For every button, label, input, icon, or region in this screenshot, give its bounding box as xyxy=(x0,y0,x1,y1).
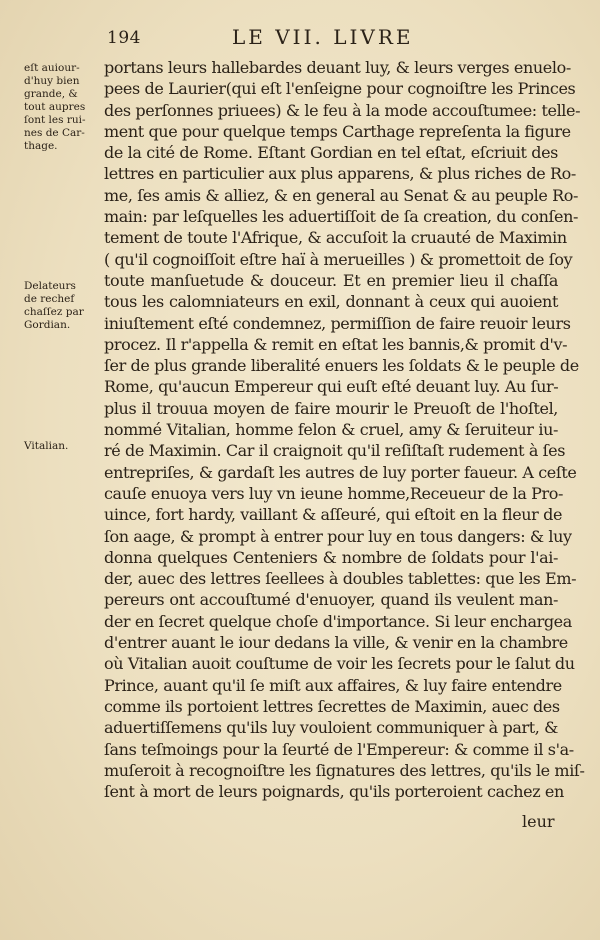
text-line: der en ſecret quelque choſe d'importance. Si leur enchargea xyxy=(104,611,572,631)
text-line: plus il trouua moyen de faire mourir le Preuoſt de l'hoſtel, xyxy=(104,398,558,418)
text-line: pees de Laurier(qui eſt l'enſeigne pour cognoiſtre les Princes xyxy=(104,79,576,99)
text-line: me, ſes amis & alliez, & en general au Senat & au peuple Ro- xyxy=(104,185,578,205)
text-line: pereurs ont accouſtumé d'enuoyer, quand ils veulent man- xyxy=(104,590,558,610)
text-line: nommé Vitalian, homme felon & cruel, amy & ſeruiteur iu- xyxy=(104,420,558,440)
text-line: des perſonnes priuees) & le feu à la mode accouſtumee: telle- xyxy=(104,100,581,120)
text-line: toute manſuetude & douceur. Et en premier lieu il chaſſa xyxy=(104,270,558,290)
text-line: ſent à mort de leurs poignards, qu'ils porteroient cachez en xyxy=(104,782,564,802)
text-line: main: par leſquelles les aduertiſſoit de ſa creation, du conſen- xyxy=(104,207,579,227)
margin-note: Vitalian. xyxy=(24,440,69,452)
text-line: tement de toute l'Afrique, & accuſoit la cruauté de Maximin xyxy=(104,228,567,248)
page-number: 194 xyxy=(107,28,141,48)
text-line: der, auec des lettres ſeellees à doubles tablettes: que les Em- xyxy=(104,569,577,589)
margin-note: Delateurs de rechef chaſſez par Gordian. xyxy=(24,280,84,331)
text-line: donna quelques Centeniers & nombre de ſoldats pour l'ai- xyxy=(104,547,558,567)
text-line: Prince, auant qu'il ſe miſt aux affaires, & luy faire entendre xyxy=(104,675,562,695)
text-line: ré de Maximin. Car il craignoit qu'il reſiſtaſt rudement à ſes xyxy=(104,441,566,461)
text-line: de la cité de Rome. Eſtant Gordian en tel eſtat, eſcriuit des xyxy=(104,143,558,163)
text-line: Rome, qu'aucun Empereur qui euſt eſté deuant luy. Au ſur- xyxy=(104,377,559,397)
text-line: où Vitalian auoit couſtume de voir les ſecrets pour le ſalut du xyxy=(104,654,575,674)
body-text xyxy=(104,57,585,802)
text-line: ſon aage, & prompt à entrer pour luy en tous dangers: & luy xyxy=(104,526,572,546)
text-line: iniuſtement eſté condemnez, permiſſion de faire reuoir leurs xyxy=(104,313,571,333)
text-line: portans leurs hallebardes deuant luy, & leurs verges enuelo- xyxy=(104,58,571,77)
text-line: ſans teſmoings pour la ſeurté de l'Empereur: & comme il s'a- xyxy=(104,739,574,759)
text-line: aduertiſſemens qu'ils luy vouloient communiquer à part, & xyxy=(104,718,558,738)
text-line: cauſe enuoya vers luy vn ieune homme,Receueur de la Pro- xyxy=(104,483,564,503)
text-line: comme ils portoient lettres ſecrettes de Maximin, auec des xyxy=(104,696,560,716)
catchword: leur xyxy=(522,812,555,831)
running-head: LE VII. LIVRE xyxy=(232,25,414,49)
text-line: ment que pour quelque temps Carthage repreſenta la figure xyxy=(104,121,571,141)
text-line: ( qu'il cognoiſſoit eſtre haï à merueilles ) & promettoit de ſoy xyxy=(104,249,573,269)
page-header xyxy=(0,24,600,50)
text-line: uince, fort hardy, vaillant & aſſeuré, qui eſtoit en la fleur de xyxy=(104,505,563,525)
text-line: muſeroit à recognoiſtre les ſignatures des lettres, qu'ils le miſ- xyxy=(104,760,585,780)
margin-note: eſt auiour- d'huy bien grande, & tout aupres ſont les rui- nes de Car- thage. xyxy=(24,62,86,152)
text-line: ſer de plus grande liberalité enuers les ſoldats & le peuple de xyxy=(104,356,579,376)
text-line: procez. Il r'appella & remit en eſtat les bannis,& promit d'v- xyxy=(104,334,568,354)
text-line: lettres en particulier aux plus apparens, & plus riches de Ro- xyxy=(104,164,576,184)
text-line: entrepriſes, & gardaſt les autres de luy porter faueur. A ceſte xyxy=(104,462,577,482)
text-line: d'entrer auant le iour dedans la ville, & venir en la chambre xyxy=(104,633,568,653)
text-line: tous les calomniateurs en exil, donnant à ceux qui auoient xyxy=(104,292,558,312)
